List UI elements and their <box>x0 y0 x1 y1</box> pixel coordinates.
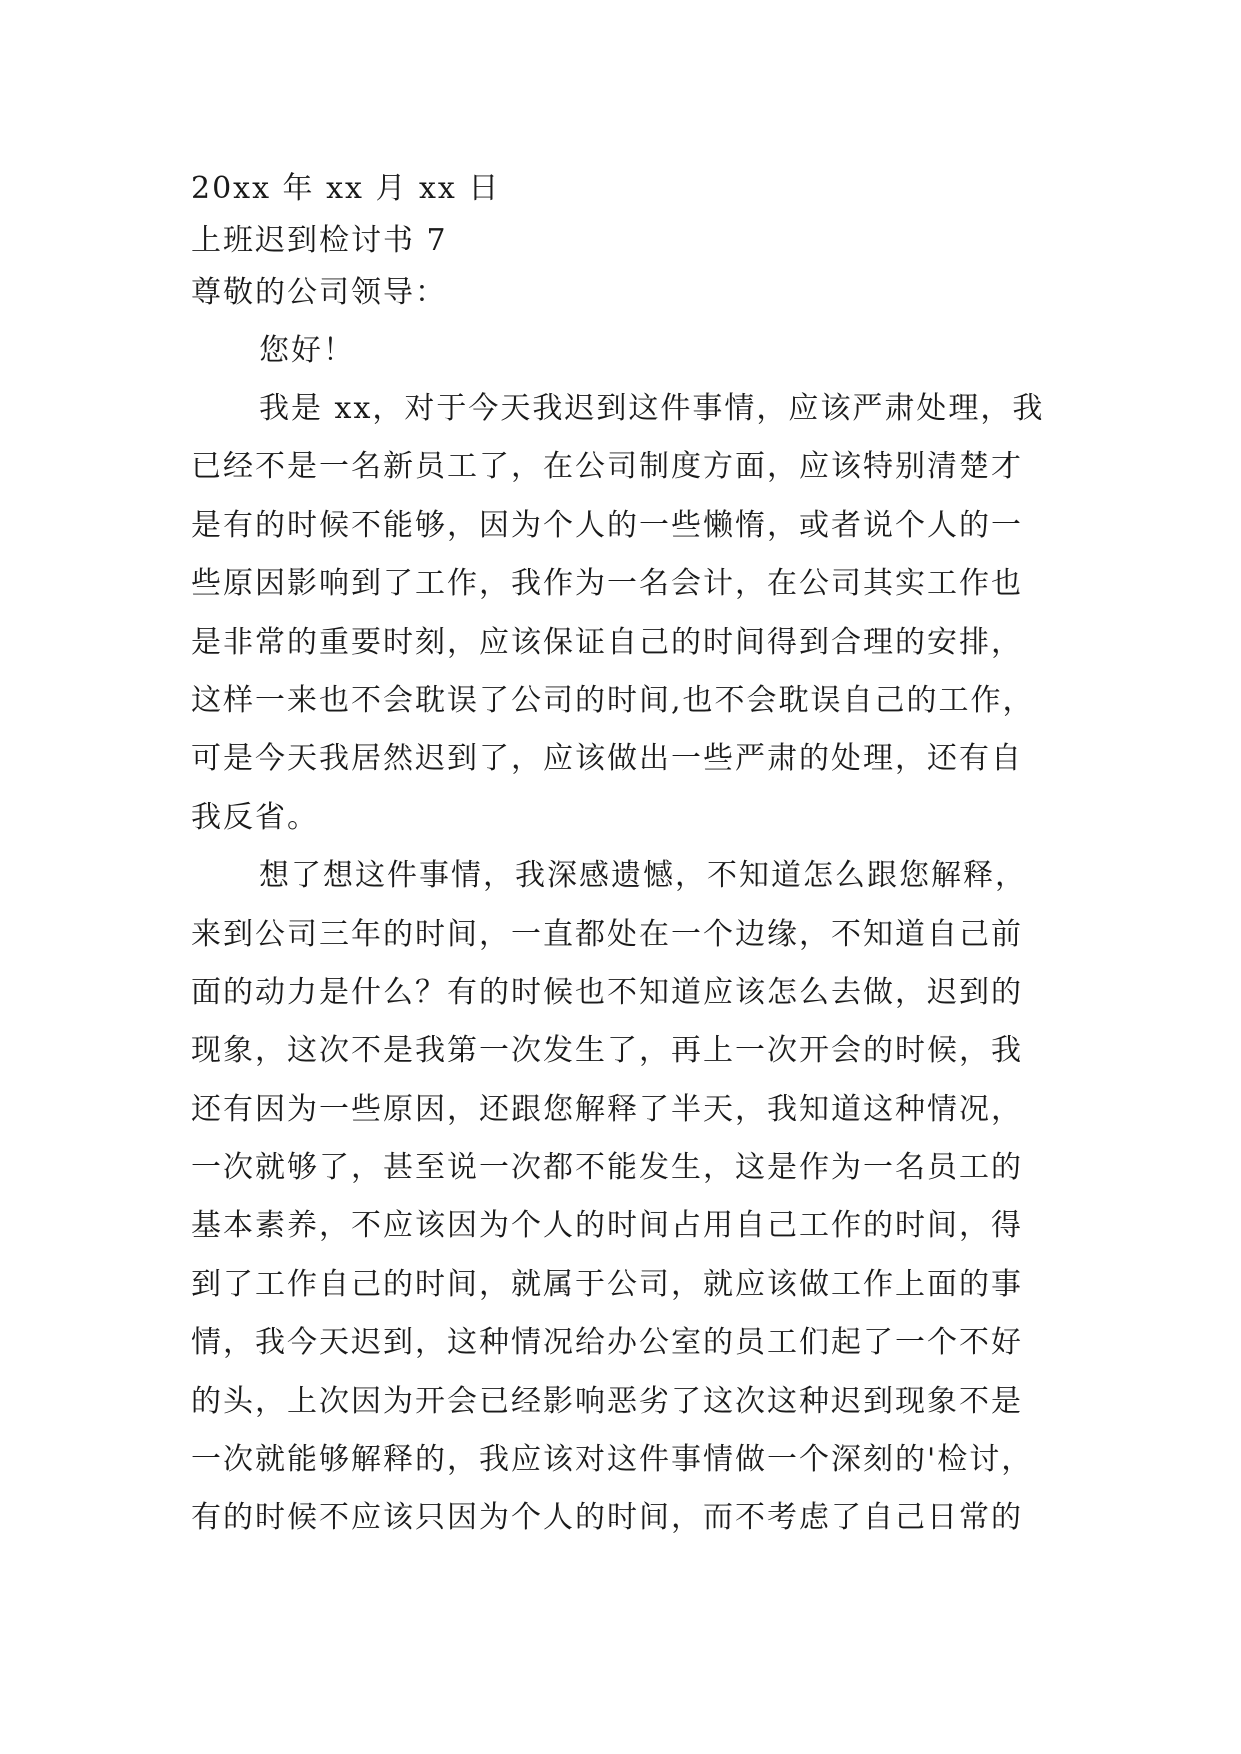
paragraph-1 <box>191 380 1051 847</box>
paragraph-line: 的头，上次因为开会已经影响恶劣了这次这种迟到现象不是 <box>191 1383 1023 1419</box>
paragraph-line: 情，我今天迟到，这种情况给办公室的员工们起了一个不好 <box>191 1325 1023 1361</box>
paragraph-line: 这样一来也不会耽误了公司的时间,也不会耽误自己的工作， <box>191 682 1035 718</box>
paragraph-line: 有的时候不应该只因为个人的时间，而不考虑了自己日常的 <box>191 1500 1023 1536</box>
paragraph-line: 我反省。 <box>191 799 319 835</box>
salutation: 尊敬的公司领导： <box>191 275 447 310</box>
paragraph-line: 我是 xx，对于今天我迟到这件事情，应该严肃处理，我 <box>259 391 1045 426</box>
paragraph-line: 是有的时候不能够，因为个人的一些懒惰，或者说个人的一 <box>191 507 1023 543</box>
paragraph-line: 些原因影响到了工作，我作为一名会计，在公司其实工作也 <box>191 566 1023 602</box>
paragraph-line: 到了工作自己的时间，就属于公司，就应该做工作上面的事 <box>191 1266 1023 1302</box>
paragraph-line: 一次就够了，甚至说一次都不能发生，这是作为一名员工的 <box>191 1150 1023 1186</box>
paragraph-line: 可是今天我居然迟到了，应该做出一些严肃的处理，还有自 <box>191 741 1023 777</box>
paragraph-line: 想了想这件事情，我深感遗憾，不知道怎么跟您解释， <box>259 858 1027 894</box>
paragraph-line: 还有因为一些原因，还跟您解释了半天，我知道这种情况， <box>191 1091 1023 1127</box>
paragraph-line: 基本素养，不应该因为个人的时间占用自己工作的时间，得 <box>191 1208 1023 1244</box>
document-title: 上班迟到检讨书 7 <box>191 223 448 258</box>
document-body <box>191 163 1051 1548</box>
paragraph-line: 一次就能够解释的，我应该对这件事情做一个深刻的'检讨， <box>191 1442 1034 1478</box>
paragraph-line: 已经不是一名新员工了，在公司制度方面，应该特别清楚才 <box>191 449 1023 485</box>
greeting: 您好！ <box>259 333 355 368</box>
date-line: 20xx 年 xx 月 xx 日 <box>191 171 501 206</box>
paragraph-line: 现象，这次不是我第一次发生了，再上一次开会的时候，我 <box>191 1033 1023 1069</box>
paragraph-2 <box>191 847 1051 1548</box>
paragraph-line: 是非常的重要时刻，应该保证自己的时间得到合理的安排， <box>191 624 1023 660</box>
paragraph-line: 来到公司三年的时间，一直都处在一个边缘，不知道自己前 <box>191 916 1023 952</box>
paragraph-line: 面的动力是什么？有的时候也不知道应该怎么去做，迟到的 <box>191 974 1023 1010</box>
